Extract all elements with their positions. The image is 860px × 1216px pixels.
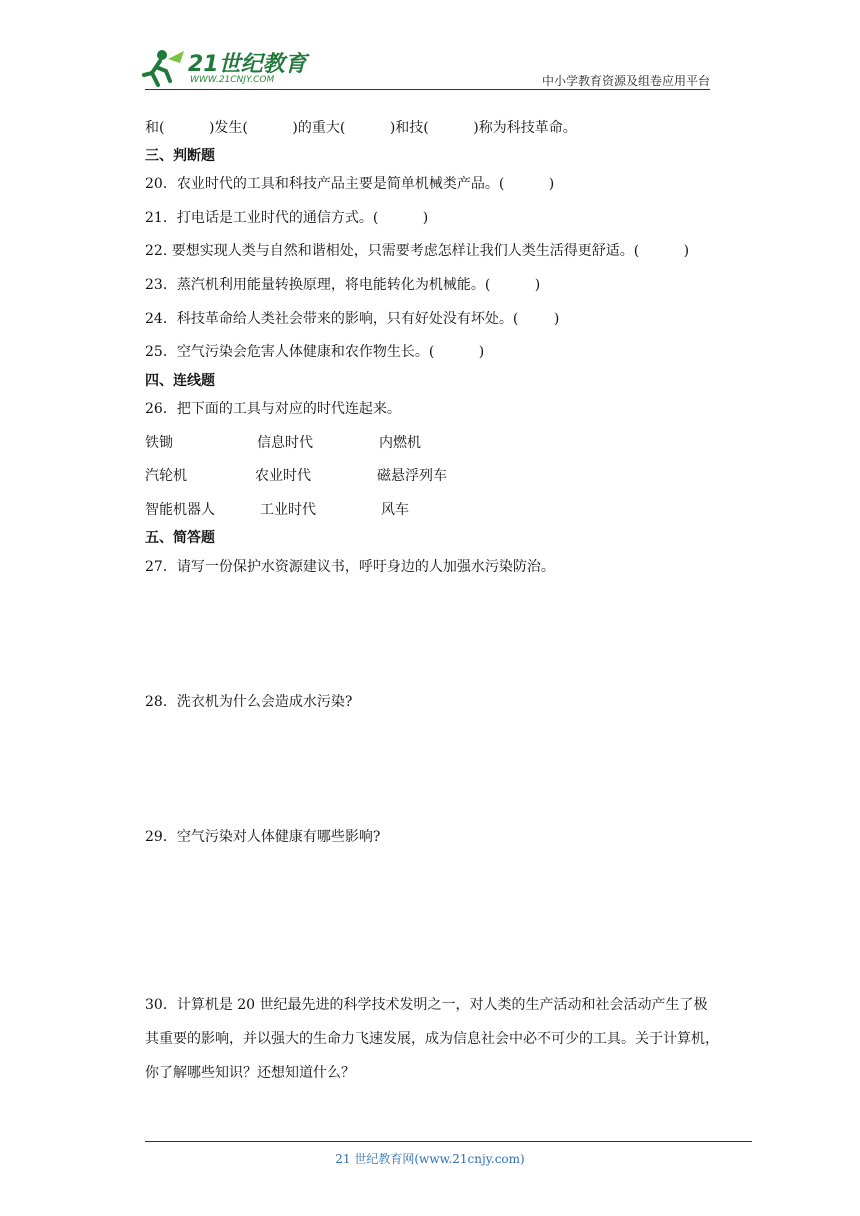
short-question: 28．洗衣机为什么会造成水污染? <box>145 694 353 710</box>
section-heading-match: 四、连线题 <box>145 373 215 389</box>
footer-divider <box>145 1141 752 1142</box>
judge-item: 25．空气污染会危害人体健康和农作物生长。( ) <box>145 344 485 360</box>
match-item: 磁悬浮列车 <box>377 468 447 484</box>
site-logo <box>140 45 315 90</box>
match-item: 内燃机 <box>379 435 421 451</box>
judge-item: 24．科技革命给人类社会带来的影响，只有好处没有坏处。( ) <box>145 311 560 327</box>
logo-url: WWW.21CNJY.COM <box>190 75 275 85</box>
match-item: 风车 <box>381 502 409 518</box>
logo-name: 21世纪教育 <box>188 52 307 77</box>
section-heading-short: 五、简答题 <box>145 530 215 546</box>
platform-title: 中小学教育资源及组卷应用平台 <box>541 74 710 88</box>
match-tool: 智能机器人 <box>145 502 215 518</box>
match-question: 26．把下面的工具与对应的时代连起来。 <box>145 401 401 417</box>
section-heading-judge: 三、判断题 <box>145 148 215 164</box>
header-divider <box>145 89 710 90</box>
match-tool: 铁锄 <box>145 435 173 451</box>
match-era: 农业时代 <box>255 468 311 484</box>
short-question: 29．空气污染对人体健康有哪些影响? <box>145 829 381 845</box>
intro-line: 和( )发生( )的重大( )和技( )称为科技革命。 <box>145 120 577 136</box>
match-era: 信息时代 <box>257 435 313 451</box>
judge-item: 22. 要想实现人类与自然和谐相处，只需要考虑怎样让我们人类生活得更舒适。( ) <box>145 243 690 259</box>
judge-item: 23．蒸汽机利用能量转换原理，将电能转化为机械能。( ) <box>145 277 541 293</box>
judge-item: 21．打电话是工业时代的通信方式。( ) <box>145 210 429 226</box>
short-question: 30．计算机是 20 世纪最先进的科学技术发明之一，对人类的生产活动和社会活动产生了极其重要的影响，并以强大的生命力飞速发展，成为信息社会中必不可少的工具。关于计算机，你了解哪些知识？还想知道什么？ <box>145 997 719 1081</box>
match-tool: 汽轮机 <box>145 468 187 484</box>
runner-logo-icon <box>140 45 188 90</box>
footer-link[interactable]: 21 世纪教育网(www.21cnjy.com) <box>335 1152 525 1166</box>
short-question: 27．请写一份保护水资源建议书，呼吁身边的人加强水污染防治。 <box>145 559 555 575</box>
match-era: 工业时代 <box>260 502 316 518</box>
judge-item: 20．农业时代的工具和科技产品主要是简单机械类产品。( ) <box>145 176 555 192</box>
